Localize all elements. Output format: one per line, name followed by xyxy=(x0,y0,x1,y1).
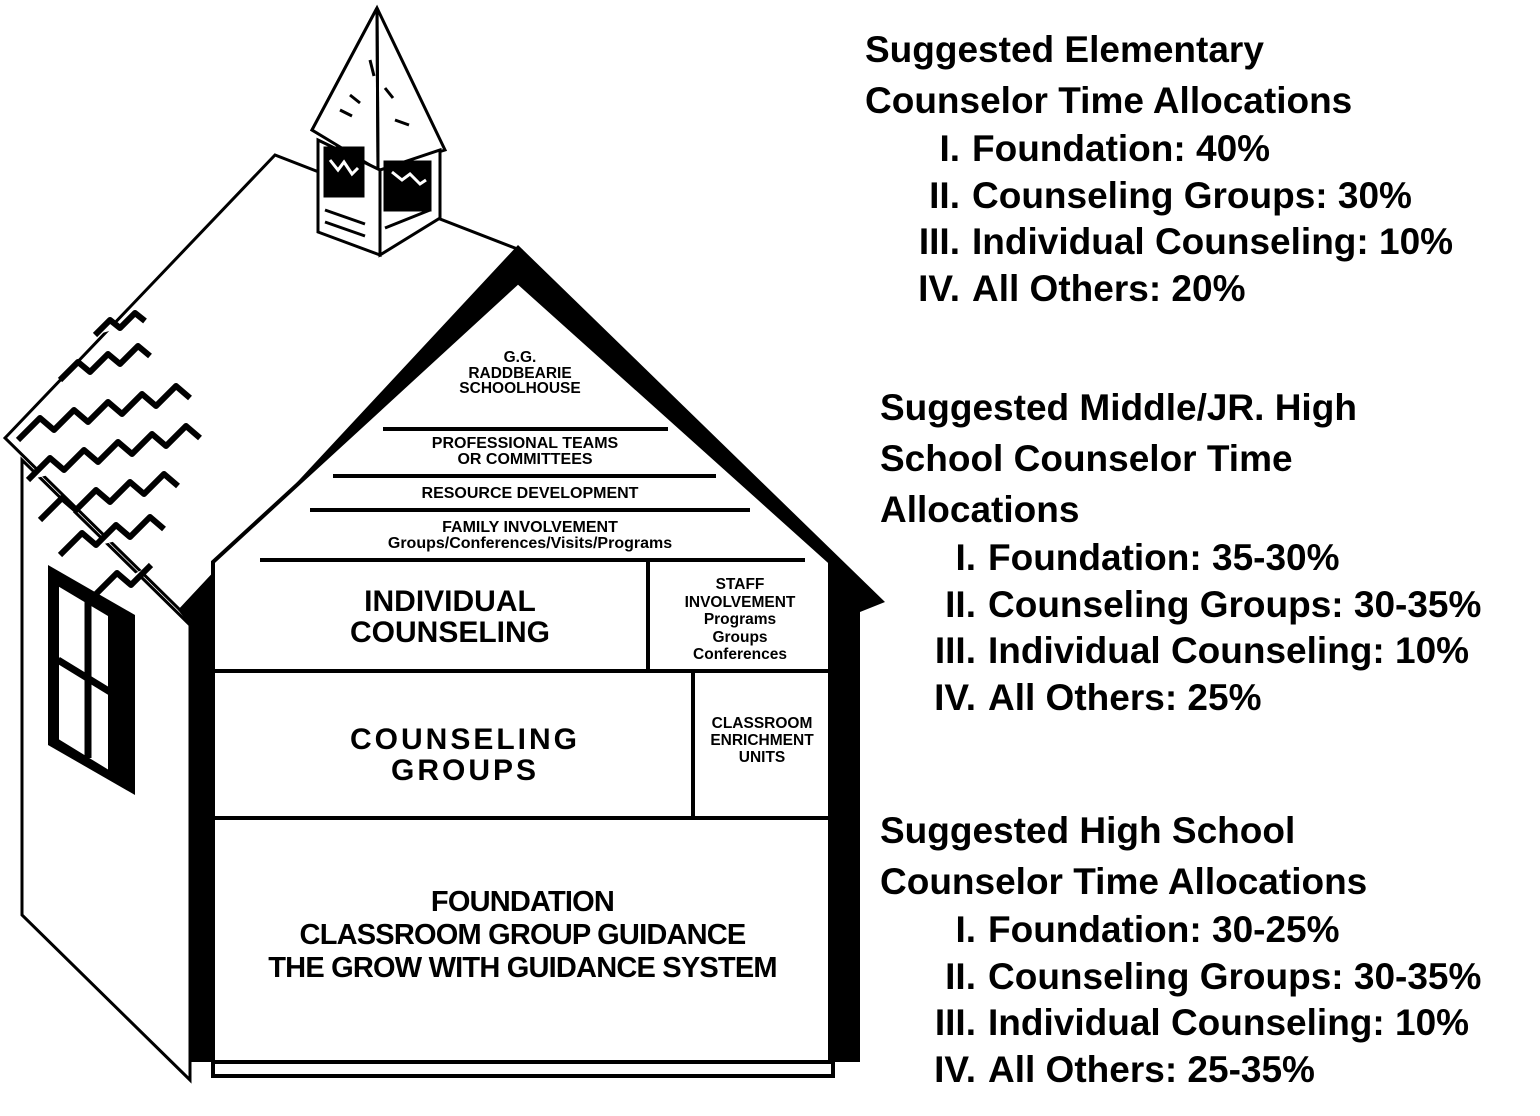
allocation-item: II. Counseling Groups: 30% xyxy=(929,174,1412,216)
professional-teams-label: PROFESSIONAL TEAMS OR COMMITTEES xyxy=(431,435,619,468)
family-involvement-label: FAMILY INVOLVEMENT Groups/Conferences/Visits/Programs xyxy=(387,519,673,552)
allocation-item: I. Foundation: 35-30% xyxy=(955,537,1340,578)
allocation-item: III. Individual Counseling: 10% xyxy=(934,1002,1470,1043)
allocation-item: I. Foundation: 30-25% xyxy=(955,909,1340,950)
high-title-line: Counselor Time Allocations xyxy=(880,861,1368,902)
middle-title-line: School Counselor Time xyxy=(880,438,1293,479)
middle-title-line: Suggested Middle/JR. High xyxy=(880,387,1357,428)
cupola xyxy=(312,8,445,255)
high-school-allocations xyxy=(880,805,1482,1093)
allocation-item: IV. All Others: 25% xyxy=(934,676,1262,718)
allocation-item: II. Counseling Groups: 30-35% xyxy=(945,955,1482,997)
individual-counseling-label: INDIVIDUAL COUNSELING xyxy=(349,585,550,649)
resource-development-label: RESOURCE DEVELOPMENT xyxy=(421,485,639,502)
high-title-line: Suggested High School xyxy=(880,810,1296,851)
foundation-label: FOUNDATION CLASSROOM GROUP GUIDANCE THE GROW WITH GUIDANCE SYSTEM xyxy=(268,886,777,984)
classroom-enrichment-label: CLASSROOM ENRICHMENT UNITS xyxy=(710,715,814,766)
elementary-title-line: Suggested Elementary xyxy=(865,29,1264,70)
allocation-item: III. Individual Counseling: 10% xyxy=(934,630,1470,671)
elementary-allocations xyxy=(865,24,1454,312)
staff-involvement-label: STAFF INVOLVEMENT Programs Groups Conferences xyxy=(684,576,796,663)
middle-school-allocations xyxy=(880,382,1482,721)
schoolhouse-name: G.G. RADDBEARIE SCHOOLHOUSE xyxy=(459,349,581,397)
counseling-groups-label: COUNSELING GROUPS xyxy=(349,723,580,787)
middle-title-line: Allocations xyxy=(880,489,1080,530)
elementary-title-line: Counselor Time Allocations xyxy=(865,80,1353,121)
allocation-item: IV. All Others: 25-35% xyxy=(934,1048,1315,1090)
allocation-item: I. Foundation: 40% xyxy=(939,128,1271,169)
allocation-item: IV. All Others: 20% xyxy=(918,267,1246,309)
allocation-item: II. Counseling Groups: 30-35% xyxy=(945,583,1482,625)
allocation-item: III. Individual Counseling: 10% xyxy=(918,221,1454,262)
